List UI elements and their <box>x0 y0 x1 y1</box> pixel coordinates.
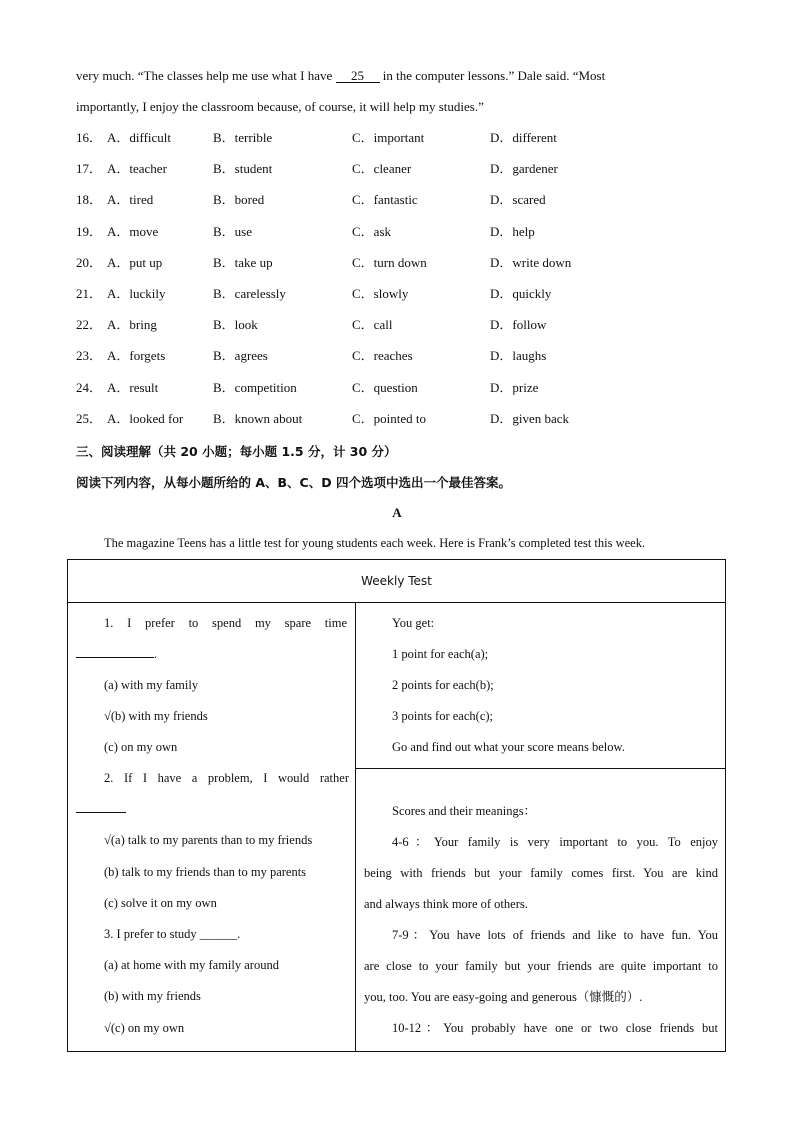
q3-option-a: (a) at home with my family around <box>104 958 279 972</box>
points-a: 1 point for each(a); <box>392 647 489 661</box>
q2-blank <box>76 794 126 825</box>
points-c: 3 points for each(c); <box>392 709 494 723</box>
part-label: A <box>392 505 402 520</box>
option-c[interactable]: C．question <box>352 380 418 395</box>
option-b[interactable]: B．look <box>213 317 258 332</box>
question-number: 16． <box>76 130 103 145</box>
range-7-9-line3: you, too. You are easy-going and generous（慷慨的）. <box>364 990 643 1004</box>
passage-line-1 <box>76 68 605 84</box>
question-number: 20． <box>76 255 103 270</box>
option-a[interactable]: A．teacher <box>107 161 167 176</box>
option-d[interactable]: D．gardener <box>490 161 558 176</box>
option-c[interactable]: C．slowly <box>352 286 409 301</box>
q2-option-c: (c) solve it on my own <box>104 896 217 910</box>
question-number: 25． <box>76 411 103 426</box>
option-d[interactable]: D．follow <box>490 317 547 332</box>
option-c[interactable]: C．cleaner <box>352 161 412 176</box>
range-7-9-line2: are close to your family but your friends are quite important to <box>364 959 718 973</box>
range-7-9-line1: 7-9：You have lots of friends and like to have fun. You <box>392 928 718 942</box>
option-a[interactable]: A．luckily <box>107 286 166 301</box>
option-a[interactable]: A．looked for <box>107 411 184 426</box>
q3-option-b: (b) with my friends <box>104 989 201 1003</box>
option-c[interactable]: C．turn down <box>352 255 427 270</box>
q1-option-a: (a) with my family <box>104 678 199 692</box>
option-b[interactable]: B．competition <box>213 380 297 395</box>
range-4-6-line3: and always think more of others. <box>364 897 528 911</box>
option-a[interactable]: A．result <box>107 380 159 395</box>
option-d[interactable]: D．write down <box>490 255 572 270</box>
row-divider <box>356 768 726 769</box>
you-get: You get: <box>392 616 435 630</box>
option-c[interactable]: C．call <box>352 317 393 332</box>
option-d[interactable]: D．prize <box>490 380 539 395</box>
passage-intro: The magazine Teens has a little test for young students each week. Here is Frank’s completed test this week. <box>104 536 646 550</box>
section-title: 三、阅读理解（共 20 小题；每小题 1.5 分，计 30 分） <box>76 444 397 459</box>
option-a[interactable]: A．put up <box>107 255 163 270</box>
q1-option-b: √(b) with my friends <box>104 709 208 723</box>
q1-stem: 1. I prefer to spend my spare time <box>104 616 347 630</box>
q3-option-c: √(c) on my own <box>104 1021 185 1035</box>
option-a[interactable]: A．tired <box>107 192 154 207</box>
option-d[interactable]: D．quickly <box>490 286 552 301</box>
passage-line-2: importantly, I enjoy the classroom because, of course, it will help my studies.” <box>76 99 484 114</box>
question-number: 18． <box>76 192 103 207</box>
option-a[interactable]: A．move <box>107 224 159 239</box>
option-b[interactable]: B．use <box>213 224 253 239</box>
option-d[interactable]: D．help <box>490 224 535 239</box>
q1-blank: . <box>76 639 157 670</box>
question-number: 23． <box>76 348 103 363</box>
option-d[interactable]: D．different <box>490 130 557 145</box>
option-b[interactable]: B．terrible <box>213 130 273 145</box>
weekly-test-table <box>67 559 726 1052</box>
option-d[interactable]: D．laughs <box>490 348 547 363</box>
option-c[interactable]: C．ask <box>352 224 392 239</box>
question-number: 22． <box>76 317 103 332</box>
q2-option-a: √(a) talk to my parents than to my friends <box>104 833 313 847</box>
range-10-12-line1: 10-12：You probably have one or two close friends but <box>392 1021 718 1035</box>
option-b[interactable]: B．known about <box>213 411 303 426</box>
points-b: 2 points for each(b); <box>392 678 494 692</box>
section-instruction: 阅读下列内容，从每小题所给的 A、B、C、D 四个选项中选出一个最佳答案。 <box>76 475 511 490</box>
passage-text: in the computer lessons.” Dale said. “Most <box>382 68 606 83</box>
option-d[interactable]: D．scared <box>490 192 546 207</box>
option-c[interactable]: C．pointed to <box>352 411 427 426</box>
column-divider <box>355 602 356 1052</box>
q2-option-b: (b) talk to my friends than to my parents <box>104 865 307 879</box>
option-b[interactable]: B．agrees <box>213 348 268 363</box>
question-number: 24． <box>76 380 103 395</box>
option-c[interactable]: C．reaches <box>352 348 413 363</box>
option-a[interactable]: A．bring <box>107 317 157 332</box>
q1-option-c: (c) on my own <box>104 740 178 754</box>
scores-title: Scores and their meanings： <box>392 804 537 818</box>
option-b[interactable]: B．take up <box>213 255 273 270</box>
option-a[interactable]: A．forgets <box>107 348 166 363</box>
range-4-6-line2: being with friends but your family comes first. You are kind <box>364 866 718 880</box>
question-number: 17． <box>76 161 103 176</box>
passage-text: very much. “The classes help me use what I have <box>76 68 333 83</box>
option-c[interactable]: C．fantastic <box>352 192 418 207</box>
range-4-6-line1: 4-6：Your family is very important to you. To enjoy <box>392 835 718 849</box>
q2-stem: 2. If I have a problem, I would rather <box>104 771 349 785</box>
option-c[interactable]: C．important <box>352 130 425 145</box>
option-a[interactable]: A．difficult <box>107 130 172 145</box>
question-number: 21． <box>76 286 103 301</box>
option-d[interactable]: D．given back <box>490 411 570 426</box>
go-find-out: Go and find out what your score means below. <box>392 740 625 754</box>
table-header: Weekly Test <box>68 560 725 603</box>
q3-stem: 3. I prefer to study ______. <box>104 927 241 941</box>
option-b[interactable]: B．bored <box>213 192 265 207</box>
option-b[interactable]: B．carelessly <box>213 286 286 301</box>
blank-25: 25 <box>336 69 380 83</box>
question-number: 19． <box>76 224 103 239</box>
option-b[interactable]: B．student <box>213 161 273 176</box>
